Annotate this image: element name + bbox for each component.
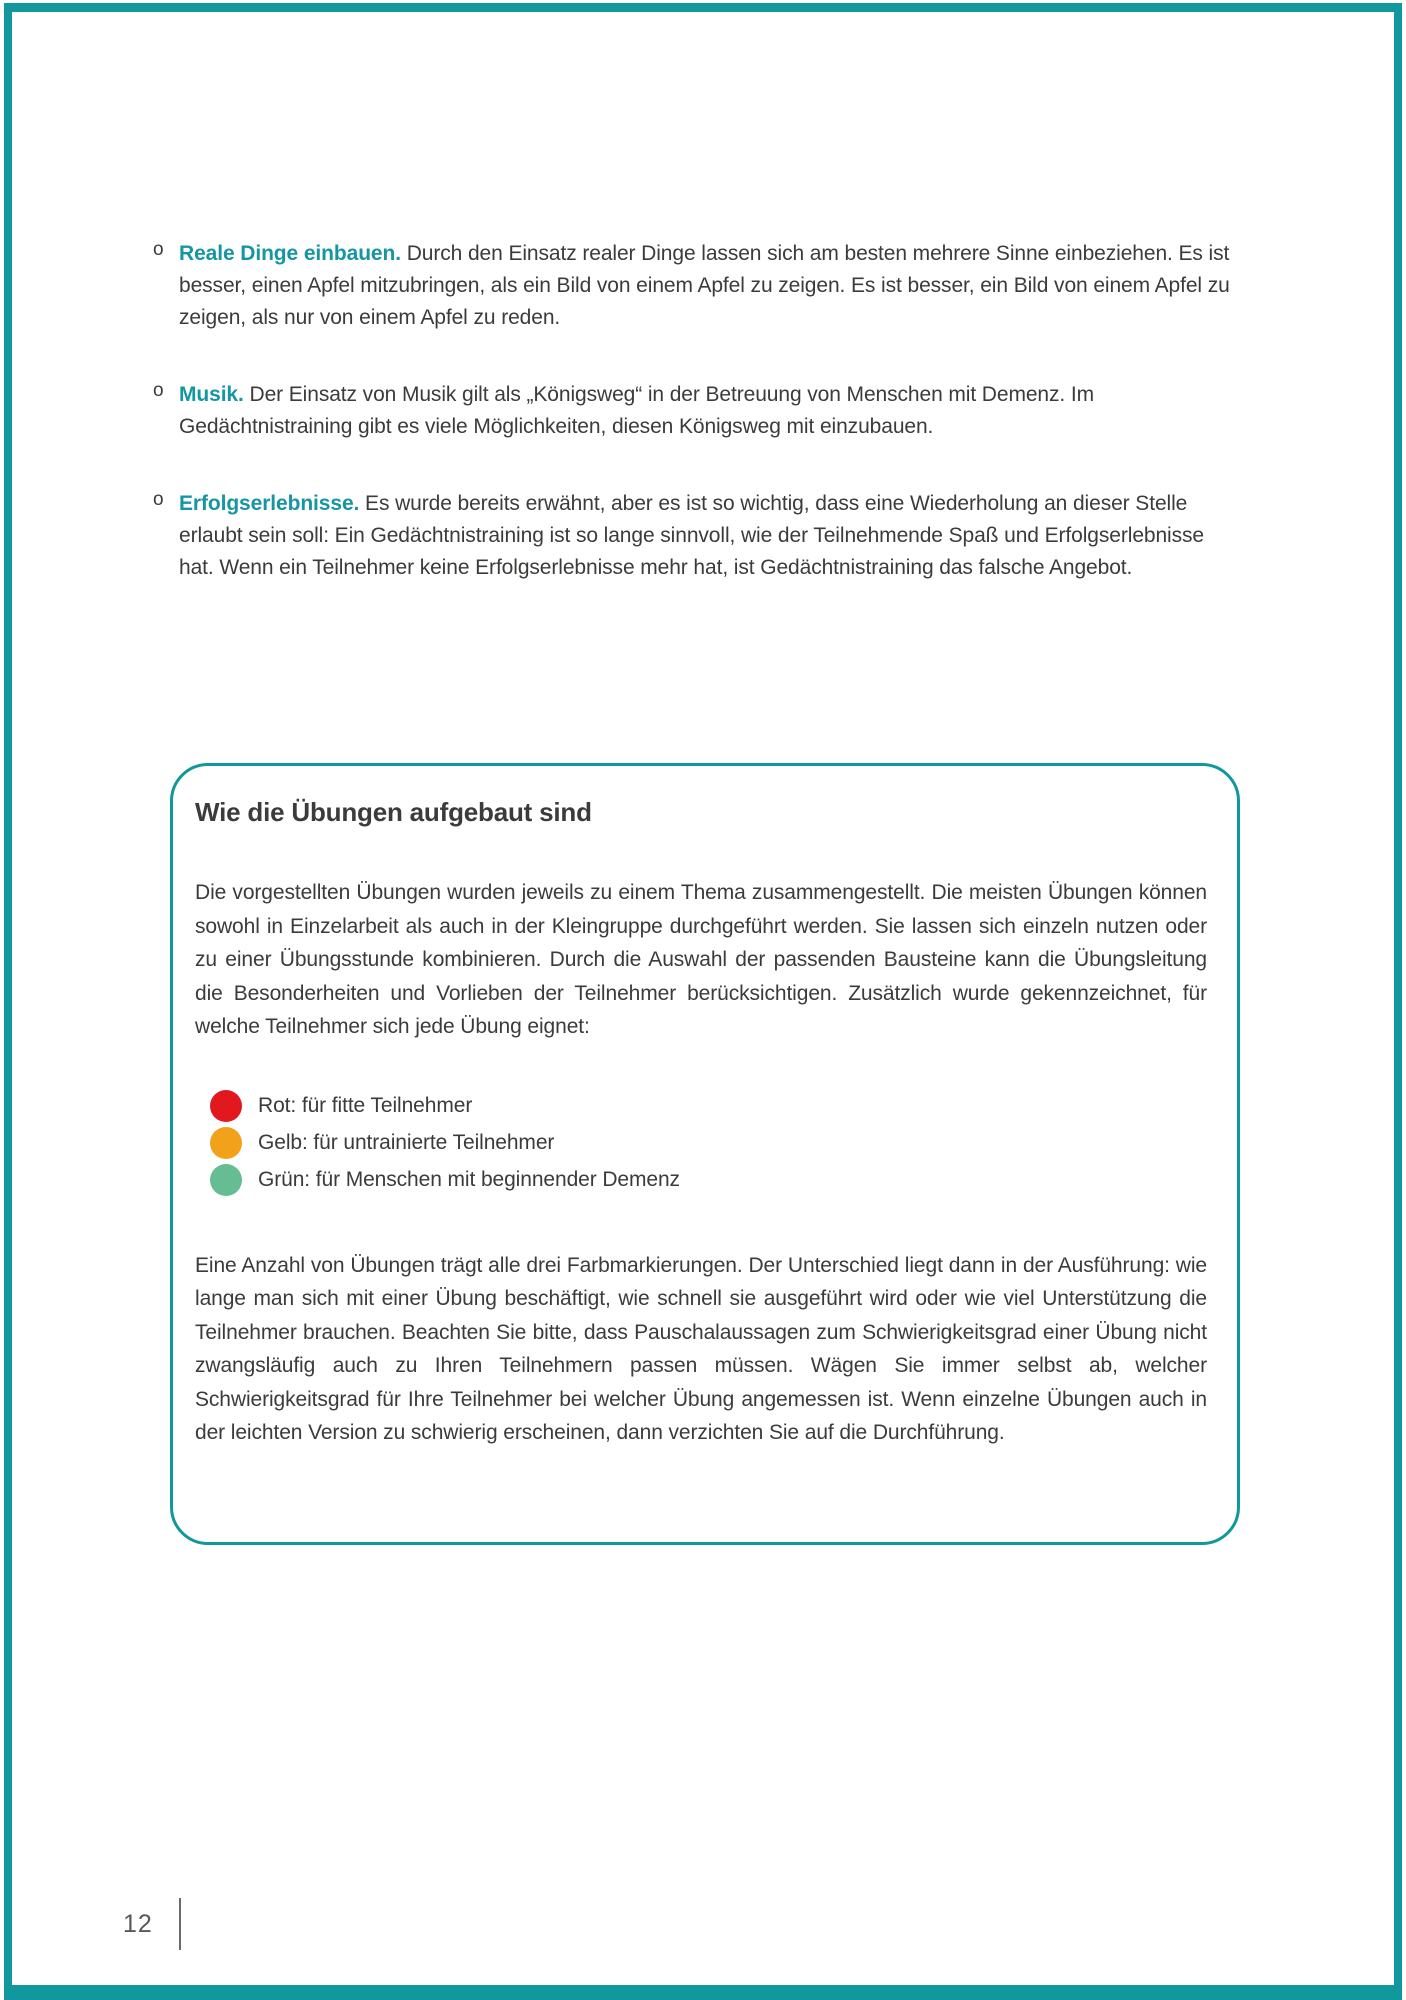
bullet-text: Der Einsatz von Musik gilt als „Königsweg“ in der Betreuung von Menschen mit Demenz. Im Gedächtnistraining gibt es viele Möglichkeiten, diesen Königsweg mit einzubauen. bbox=[179, 383, 1094, 438]
bullet-lead: Musik. bbox=[179, 383, 244, 406]
exercise-legend bbox=[210, 1088, 1207, 1199]
bullet-lead: Erfolgserlebnisse. bbox=[179, 492, 360, 515]
bullet-marker: o bbox=[153, 239, 164, 260]
legend-item-gelb bbox=[210, 1125, 1207, 1162]
info-box bbox=[170, 763, 1240, 1545]
page-footer bbox=[123, 1898, 181, 1950]
page-number-divider bbox=[179, 1898, 181, 1950]
bullet-list bbox=[153, 238, 1235, 629]
bullet-item-erfolgserlebnisse bbox=[153, 488, 1235, 584]
page-number: 12 bbox=[123, 1909, 153, 1938]
legend-item-gruen bbox=[210, 1162, 1207, 1199]
bullet-lead: Reale Dinge einbauen. bbox=[179, 242, 401, 265]
yellow-dot-icon bbox=[210, 1127, 242, 1159]
red-dot-icon bbox=[210, 1090, 242, 1122]
bullet-marker: o bbox=[153, 380, 164, 401]
bullet-paragraph bbox=[179, 488, 1235, 584]
bullet-item-musik bbox=[153, 379, 1235, 443]
bullet-text: Es wurde bereits erwähnt, aber es ist so wichtig, dass eine Wiederholung an dieser Stelle erlaubt sein soll: Ein Gedächtnistraining ist so lange sinnvoll, wie der Teilnehmende Spaß und Erfolgserlebnisse hat. Wenn ein Teilnehmer keine Erfolgserlebnisse mehr hat, ist Gedächtnistraining das falsche Angebot. bbox=[179, 492, 1204, 579]
bullet-item-reale-dinge bbox=[153, 238, 1235, 334]
legend-item-rot bbox=[210, 1088, 1207, 1125]
legend-label: Grün: für Menschen mit beginnender Demenz bbox=[258, 1168, 680, 1191]
bullet-paragraph bbox=[179, 379, 1235, 443]
bullet-text: Durch den Einsatz realer Dinge lassen sich am besten mehrere Sinne einbeziehen. Es ist besser, einen Apfel mitzubringen, als ein Bild von einem Apfel zu zeigen. Es ist besser, ein Bild von einem Apfel zu zeigen, als nur von einem Apfel zu reden. bbox=[179, 242, 1230, 329]
green-dot-icon bbox=[210, 1164, 242, 1196]
legend-label: Rot: für fitte Teilnehmer bbox=[258, 1094, 473, 1117]
bullet-paragraph bbox=[179, 238, 1235, 334]
box-intro: Die vorgestellten Übungen wurden jeweils zu einem Thema zusammengestellt. Die meisten Übungen können sowohl in Einzelarbeit als auch in der Kleingruppe durchgeführt werden. Sie lassen sich einzeln nutzen oder zu einer Übungsstunde kombinieren. Durch die Auswahl der passenden Bausteine kann die Übungsleitung die Besonderheiten und Vorlieben der Teilnehmer berücksichtigen. Zusätzlich wurde gekennzeichnet, für welche Teilnehmer sich jede Übung eignet: bbox=[195, 881, 1207, 1038]
legend-label: Gelb: für untrainierte Teilnehmer bbox=[258, 1131, 555, 1154]
bullet-marker: o bbox=[153, 489, 164, 510]
box-outro: Eine Anzahl von Übungen trägt alle drei Farbmarkierungen. Der Unterschied liegt dann in der Ausführung: wie lange man sich mit einer Übung beschäftigt, wie schnell sie ausgeführt wird oder wie viel Unterstützung die Teilnehmer brauchen. Beachten Sie bitte, dass Pauschalaussagen zum Schwierigkeitsgrad einer Übung nicht zwangsläufig auch zu Ihren Teilnehmern passen müssen. Wägen Sie immer selbst ab, welcher Schwierigkeitsgrad für Ihre Teilnehmer bei welcher Übung angemessen ist. Wenn einzelne Übungen auch in der leichten Version zu schwierig erscheinen, dann verzichten Sie auf die Durchführung. bbox=[195, 1253, 1207, 1444]
box-title: Wie die Übungen aufgebaut sind bbox=[195, 797, 592, 827]
